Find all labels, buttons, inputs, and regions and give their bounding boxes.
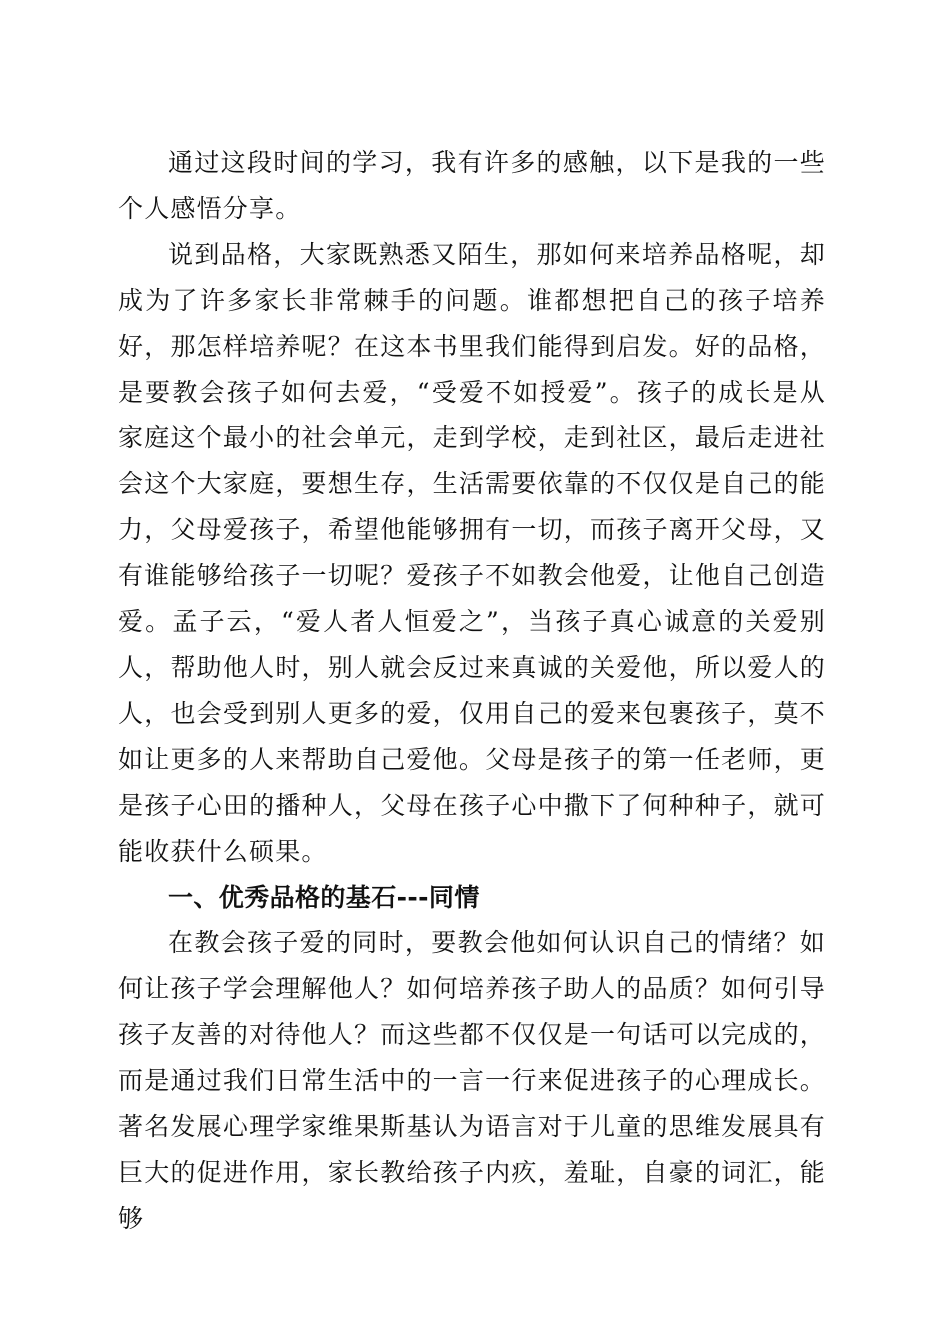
section-heading: 一、优秀品格的基石---同情 [168,882,480,912]
character-paragraph: 说到品格，大家既熟悉又陌生，那如何来培养品格呢，却成为了许多家长非常棘手的问题。谁都想把自己的孩子培养好，那怎样培养呢？在这本书里我们能得到启发。好的品格，是要教会孩子如何去爱，“受爱不如授爱”。孩子的成长是从家庭这个最小的社会单元，走到学校，走到社区，最后走进社会这个大家庭，要想生存，生活需要依靠的不仅仅是自己的能力，父母爱孩子，希望他能够拥有一切，而孩子离开父母，又有谁能够给孩子一切呢？爱孩子不如教会他爱，让他自己创造爱。孟子云，“爱人者人恒爱之”，当孩子真心诚意的关爱别人，帮助他人时，别人就会反过来真诚的关爱他，所以爱人的人，也会受到别人更多的爱，仅用自己的爱来包裹孩子，莫不如让更多的人来帮助自己爱他。父母是孩子的第一任老师，更是孩子心田的播种人，父母在孩子心中撒下了何种种子，就可能收获什么硕果。 [118,239,826,866]
section-paragraph: 在教会孩子爱的同时，要教会他如何认识自己的情绪？如何让孩子学会理解他人？如何培养孩子助人的品质？如何引导孩子友善的对待他人？而这些都不仅仅是一句话可以完成的，而是通过我们日常生活中的一言一行来促进孩子的心理成长。著名发展心理学家维果斯基认为语言对于儿童的思维发展具有巨大的促进作用，家长教给孩子内疚，羞耻，自豪的词汇，能够 [118,928,826,1233]
document-body [118,140,826,1242]
intro-paragraph: 通过这段时间的学习，我有许多的感触，以下是我的一些个人感悟分享。 [118,148,826,223]
